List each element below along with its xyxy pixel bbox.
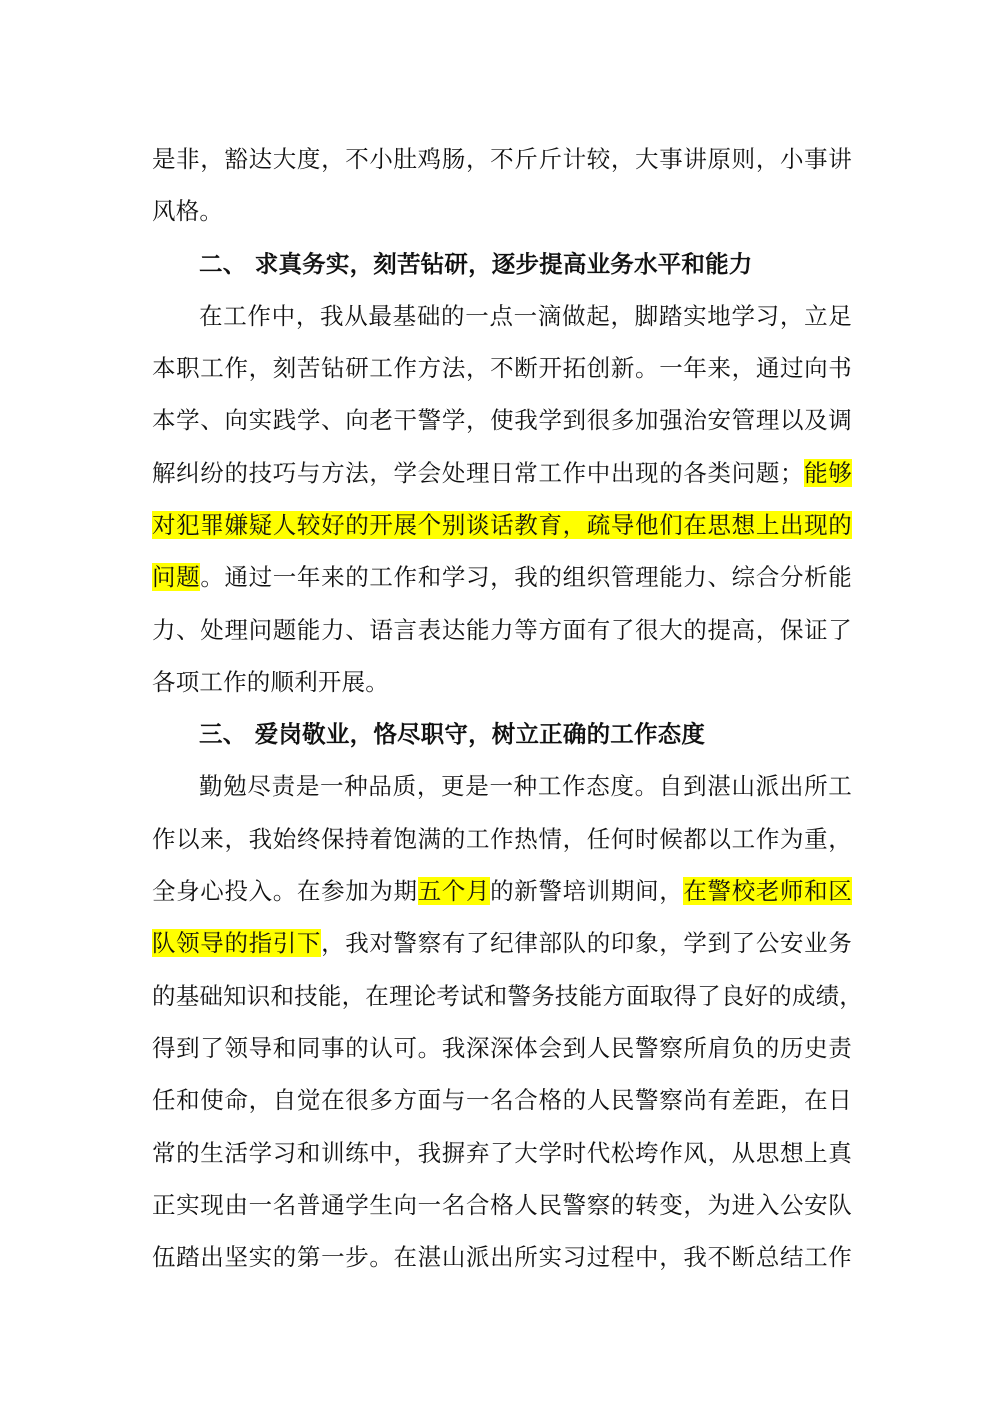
text-segment: 解纠纷的技巧与方法，学会处理日常工作中出现的各类问题；: [152, 459, 804, 487]
body-text-line: [152, 141, 852, 177]
text-segment: 得到了领导和同事的认可。我深深体会到人民警察所肩负的历史责: [152, 1034, 852, 1062]
section-heading: [199, 246, 799, 282]
text-segment: 全身心投入。在参加为期: [152, 877, 418, 905]
body-text-line: [152, 559, 852, 595]
text-segment: 本学、向实践学、向老干警学，使我学到很多加强治安管理以及调: [152, 406, 852, 434]
text-segment: 各项工作的顺利开展。: [152, 668, 389, 696]
body-text-line: [152, 350, 852, 386]
text-segment: 二、 求真务实，刻苦钻研，逐步提高业务水平和能力: [199, 250, 753, 278]
text-segment: 的新警培训期间，: [490, 877, 684, 905]
paragraph-last-line: [152, 664, 852, 700]
text-segment: 在工作中，我从最基础的一点一滴做起，脚踏实地学习，立足: [199, 302, 852, 330]
body-text-line: [152, 821, 852, 857]
body-text-line: [152, 1239, 852, 1275]
text-segment: 力、处理问题能力、语言表达能力等方面有了很大的提高，保证了: [152, 616, 852, 644]
body-text-line: [152, 1082, 852, 1118]
section-heading: [199, 716, 799, 752]
body-text-line: [152, 978, 863, 1014]
body-text-line: [152, 1030, 852, 1066]
highlighted-text: 对犯罪嫌疑人较好的开展个别谈话教育，疏导他们在思想上出现的: [152, 511, 852, 539]
highlighted-text: 五个月: [417, 877, 491, 905]
text-segment: 勤勉尽责是一种品质，更是一种工作态度。自到湛山派出所工: [199, 772, 852, 800]
body-text-line: [152, 1135, 852, 1171]
highlighted-text: 队领导的指引下: [152, 929, 322, 957]
body-text-line: [152, 455, 852, 491]
paragraph-first-line: [199, 768, 852, 804]
highlighted-text: 在警校老师和区: [683, 877, 853, 905]
text-segment: 的基础知识和技能，在理论考试和警务技能方面取得了良好的成绩，: [152, 982, 863, 1010]
text-segment: 风格。: [152, 197, 224, 225]
body-text-line: [152, 1187, 852, 1223]
text-segment: 正实现由一名普通学生向一名合格人民警察的转变，为进入公安队: [152, 1191, 852, 1219]
body-text-line: [152, 402, 852, 438]
text-segment: 常的生活学习和训练中，我摒弃了大学时代松垮作风，从思想上真: [152, 1139, 852, 1167]
body-text-line: [152, 873, 852, 909]
paragraph-first-line: [199, 298, 852, 334]
text-segment: 是非，豁达大度，不小肚鸡肠，不斤斤计较，大事讲原则，小事讲: [152, 145, 852, 173]
highlighted-text: 问题: [152, 563, 201, 591]
body-text-line: [152, 612, 852, 648]
paragraph-last-line: [152, 193, 852, 229]
text-segment: 本职工作，刻苦钻研工作方法，不断开拓创新。一年来，通过向书: [152, 354, 852, 382]
body-text-line: [152, 507, 852, 543]
text-segment: 三、 爱岗敬业，恪尽职守，树立正确的工作态度: [199, 720, 706, 748]
text-segment: 任和使命，自觉在很多方面与一名合格的人民警察尚有差距，在日: [152, 1086, 852, 1114]
body-text-line: [152, 925, 852, 961]
text-segment: ，我对警察有了纪律部队的印象，学到了公安业务: [321, 929, 852, 957]
text-segment: 伍踏出坚实的第一步。在湛山派出所实习过程中，我不断总结工作: [152, 1243, 852, 1271]
text-segment: 。通过一年来的工作和学习，我的组织管理能力、综合分析能: [200, 563, 852, 591]
text-segment: 作以来，我始终保持着饱满的工作热情，任何时候都以工作为重，: [152, 825, 852, 853]
highlighted-text: 能够: [803, 459, 852, 487]
